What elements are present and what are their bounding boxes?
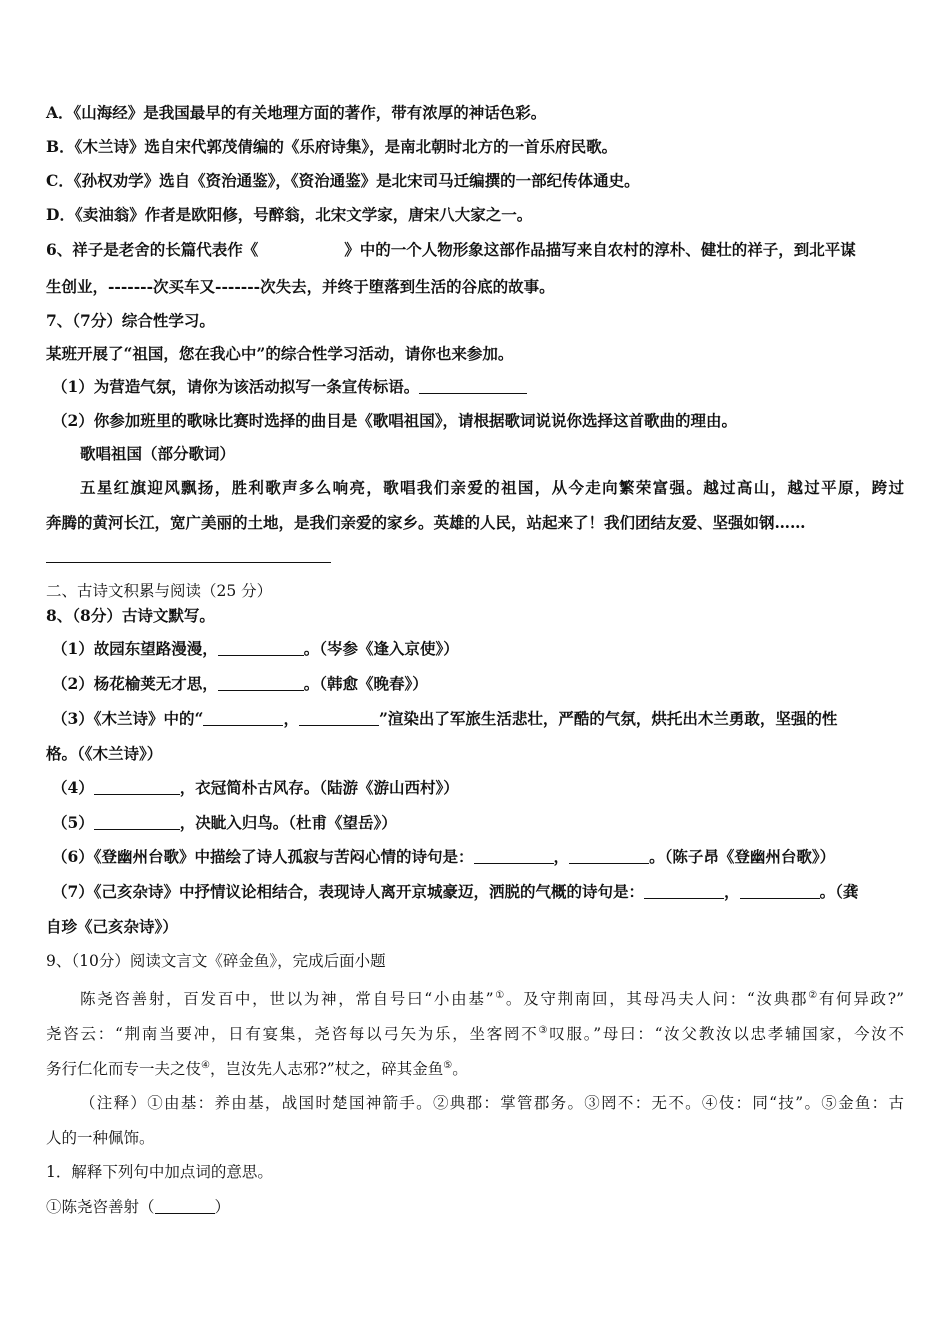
- q8-s4-num: （4）: [52, 778, 94, 797]
- q8-sub5: [52, 812, 904, 834]
- q8-s7-blank-2[interactable]: [740, 882, 820, 899]
- option-b: B．《木兰诗》选自宋代郭茂倩编的《乐府诗集》，是南北朝时北方的一首乐府民歌。: [46, 137, 618, 156]
- q8-s6-blank-2[interactable]: [569, 847, 649, 864]
- passage-line-2: [46, 1020, 904, 1045]
- notes-line-2: 人的一种佩饰。: [46, 1129, 155, 1147]
- q7-sub2: （2）你参加班里的歌咏比赛时选择的曲目是《歌唱祖国》，请根据歌词说说你选择这首歌曲的理由。: [52, 411, 738, 430]
- q7-sub1-text: （1）为营造气氛，请你为该活动拟写一条宣传标语。: [52, 377, 420, 396]
- q8-s2-source: 。（韩愈《晚春》）: [303, 674, 428, 693]
- q8-s6-comma: ，: [553, 847, 570, 866]
- q6-line-1: [46, 239, 904, 261]
- q8-s3-comma: ，: [283, 709, 299, 728]
- notes-line-1: （注释）①由基：养由基，战国时楚国神箭手。②典郡：掌管郡务。③罔不：无不。④伎：同“技”。⑤金鱼：古: [80, 1094, 904, 1112]
- q8-s6-blank-1[interactable]: [474, 847, 554, 864]
- q6-line-2: 生创业，-------次买车又-------次失去，并终于堕落到生活的谷底的故事。: [46, 277, 555, 296]
- song-title: 歌唱祖国（部分歌词）: [80, 444, 236, 463]
- q8-sub4: [52, 777, 904, 799]
- q8-sub1: [52, 638, 904, 660]
- item-close: ）: [214, 1198, 231, 1216]
- q8-s7-source: 。（龚: [819, 882, 859, 901]
- q8-s3-desc: ”渲染出了军旅生活悲壮，严酷的气氛，烘托出木兰勇敢，坚强的性: [378, 709, 838, 728]
- q7-slogan-blank[interactable]: [419, 377, 527, 394]
- section-2-title: 二、古诗文积累与阅读（25 分）: [46, 582, 273, 600]
- q8-s7-text: （7）《己亥杂诗》中抒情议论相结合，表现诗人离开京城豪迈，洒脱的气概的诗句是：: [52, 882, 645, 901]
- note-marker-3: ③: [538, 1025, 550, 1036]
- q7-intro: 某班开展了“祖国，您在我心中”的综合性学习活动，请你也来参加。: [46, 344, 514, 363]
- passage-text: ，岂汝先人志邪?”杖之，碎其金鱼: [209, 1060, 444, 1079]
- q8-s3-blank-1[interactable]: [203, 709, 283, 726]
- note-marker-4: ④: [201, 1060, 210, 1071]
- passage-text: 尧咨云：“荆南当要冲，日有宴集，尧咨每以弓矢为乐，坐客罔不: [46, 1025, 539, 1044]
- lyrics-line-1: 五星红旗迎风飘扬，胜利歌声多么响亮，歌唱我们亲爱的祖国，从今走向繁荣富强。越过高山，越过平原，跨过: [80, 478, 904, 497]
- lyrics-line-2: 奔腾的黄河长江，宽广美丽的土地，是我们亲爱的家乡。英雄的人民，站起来了！我们团结友爱、坚强如钢……: [46, 513, 806, 532]
- q8-s3-blank-2[interactable]: [299, 709, 379, 726]
- q8-title: 8、（8分）古诗文默写。: [46, 606, 215, 625]
- q8-s2-text: （2）杨花榆荚无才思，: [52, 674, 218, 693]
- passage-text: 。: [452, 1060, 468, 1079]
- q9-sub1: 1．解释下列句中加点词的意思。: [46, 1163, 273, 1181]
- q6-text-a: 6、祥子是老舍的长篇代表作《: [46, 240, 259, 259]
- q8-s3-text: （3）《木兰诗》中的“: [52, 709, 204, 728]
- note-marker-5: ⑤: [443, 1060, 453, 1071]
- q8-s5-num: （5）: [52, 813, 94, 832]
- q8-s5-text: ，决眦入归鸟。（杜甫《望岳》）: [179, 813, 397, 832]
- q9-answer-blank[interactable]: [155, 1197, 215, 1214]
- q6-blank[interactable]: [258, 241, 344, 257]
- passage-text: 。及守荆南回，其母冯夫人问：“汝典郡: [505, 990, 809, 1009]
- q8-s2-blank[interactable]: [218, 674, 304, 691]
- passage-line-3: [46, 1055, 904, 1080]
- q8-s6-text: （6）《登幽州台歌》中描绘了诗人孤寂与苦闷心情的诗句是：: [52, 847, 474, 866]
- option-c: C．《孙权劝学》选自《资治通鉴》，《资治通鉴》是北宋司马迁编撰的一部纪传体通史。: [46, 171, 640, 190]
- q6-text-b: 》中的一个人物形象这部作品描写来自农村的淳朴、健壮的祥子，到北平谋: [344, 240, 856, 259]
- passage-text: 务行仁化而专一夫之伎: [46, 1060, 202, 1079]
- passage-line-1: [80, 985, 904, 1010]
- q8-s1-text: （1）故园东望路漫漫，: [52, 639, 218, 658]
- q8-s1-blank[interactable]: [218, 639, 304, 656]
- note-marker-2: ②: [808, 990, 819, 1001]
- q8-sub2: [52, 673, 904, 695]
- q8-s4-blank[interactable]: [94, 778, 180, 795]
- q7-sub1: [52, 376, 904, 398]
- q8-sub6: [52, 846, 904, 868]
- q8-sub7: [52, 881, 904, 903]
- passage-text: 有何异政?”: [818, 990, 904, 1009]
- option-d: D．《卖油翁》作者是欧阳修，号醉翁，北宋文学家，唐宋八大家之一。: [46, 205, 533, 224]
- q8-s1-source: 。（岑参《逢入京使》）: [303, 639, 459, 658]
- q8-sub3-cont: 格。（《木兰诗》）: [46, 744, 163, 763]
- passage-text: 陈尧咨善射，百发百中，世以为神，常自号曰“小由基”: [80, 990, 494, 1009]
- answer-line[interactable]: [46, 562, 331, 563]
- q8-sub3: [52, 708, 904, 730]
- option-a: A．《山海经》是我国最早的有关地理方面的著作，带有浓厚的神话色彩。: [46, 103, 547, 122]
- q8-s5-blank[interactable]: [94, 813, 180, 830]
- q9-sub1-item1: [46, 1196, 904, 1218]
- item-text: ①陈尧咨善射（: [46, 1198, 155, 1216]
- q8-s4-text: ，衣冠简朴古风存。（陆游《游山西村》）: [179, 778, 459, 797]
- note-marker-1: ①: [493, 990, 506, 1001]
- q8-s7-comma: ，: [724, 882, 740, 901]
- passage-text: 叹服。”母曰：“汝父教汝以忠孝辅国家，今汝不: [549, 1025, 904, 1044]
- q8-sub7-cont: 自珍《己亥杂诗》）: [46, 917, 178, 936]
- q7-title: 7、（7分）综合性学习。: [46, 311, 215, 330]
- q9-title: 9、（10分）阅读文言文《碎金鱼》，完成后面小题: [46, 952, 386, 970]
- q8-s6-source: 。（陈子昂《登幽州台歌》）: [649, 847, 836, 866]
- q8-s7-blank-1[interactable]: [644, 882, 724, 899]
